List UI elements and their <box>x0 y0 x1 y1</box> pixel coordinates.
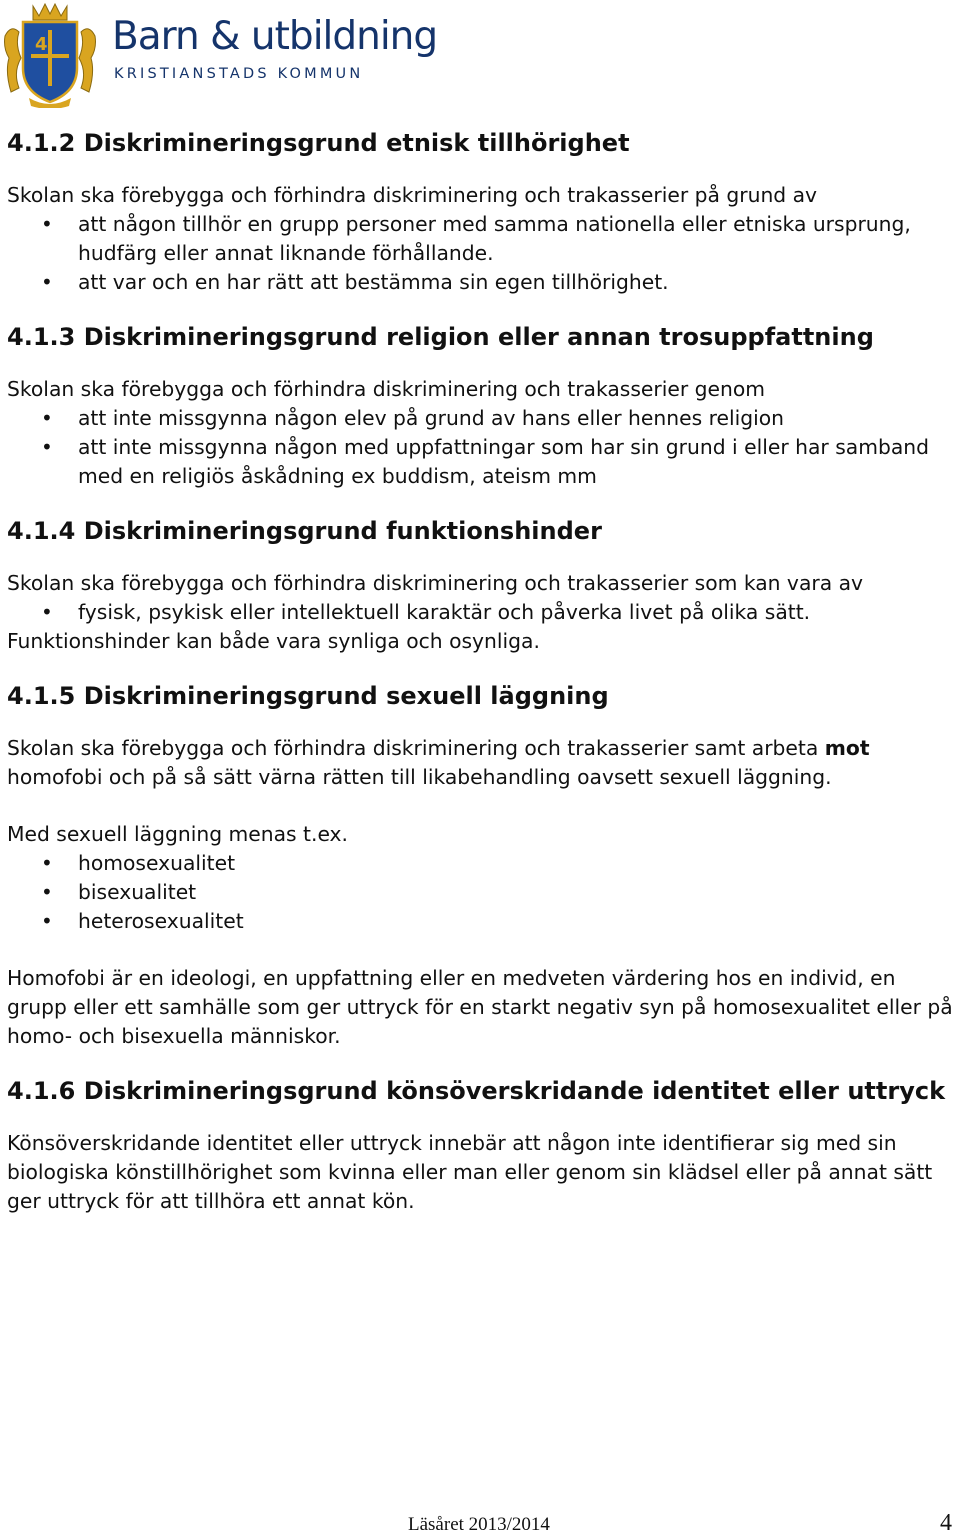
list-item <box>7 268 953 297</box>
bullet-icon: • <box>41 909 53 933</box>
brand-title: Barn & utbildning <box>112 14 438 59</box>
list-item-text: att någon tillhör en grupp personer med samma nationella eller etniska ursprung, hudfärg eller annat liknande förhållande. <box>78 212 911 265</box>
list-item-text: homosexualitet <box>78 851 236 875</box>
bullet-icon: • <box>41 880 53 904</box>
document-body <box>7 126 953 1216</box>
list-item <box>7 598 953 627</box>
list-item <box>7 849 953 878</box>
paragraph-text: homofobi och på så sätt värna rätten till likabehandling oavsett sexuell läggning. <box>7 765 832 789</box>
brand-subtitle: KRISTIANSTADS KOMMUN <box>114 66 364 82</box>
list-item-text: heterosexualitet <box>78 909 244 933</box>
list-item <box>7 433 953 491</box>
page-header <box>0 0 960 112</box>
paragraph: Med sexuell läggning menas t.ex. <box>7 822 349 846</box>
paragraph: Funktionshinder kan både vara synliga och osynliga. <box>7 629 540 653</box>
paragraph: Könsöverskridande identitet eller uttryck innebär att någon inte identifierar sig med sin biologiska könstillhörighet som kvinna eller man eller genom sin klädsel eller på annat sätt ger uttryck för att tillhöra ett annat kön. <box>7 1131 933 1213</box>
list-item <box>7 907 953 936</box>
page-number: 4 <box>940 1510 952 1536</box>
bold-word: mot <box>824 736 870 760</box>
bullet-icon: • <box>41 212 53 236</box>
svg-text:4: 4 <box>35 34 48 55</box>
section-heading: 4.1.4 Diskrimineringsgrund funktionshinder <box>7 517 602 545</box>
municipal-crest-logo <box>3 2 97 108</box>
paragraph: Homofobi är en ideologi, en uppfattning eller en medveten värdering hos en individ, en grupp eller ett samhälle som ger uttryck för en starkt negativ syn på homosexualitet eller på homo- och bisexuella människor. <box>7 966 953 1048</box>
paragraph: Skolan ska förebygga och förhindra diskriminering och trakasserier som kan vara av <box>7 571 864 595</box>
list-item-text: att var och en har rätt att bestämma sin egen tillhörighet. <box>78 270 669 294</box>
bullet-list <box>7 404 953 491</box>
section-heading: 4.1.2 Diskrimineringsgrund etnisk tillhörighet <box>7 129 630 157</box>
bullet-icon: • <box>41 406 53 430</box>
bullet-icon: • <box>41 435 53 459</box>
bullet-list <box>7 598 953 627</box>
bullet-list <box>7 849 953 936</box>
list-item <box>7 404 953 433</box>
list-item-text: att inte missgynna någon elev på grund av hans eller hennes religion <box>78 406 785 430</box>
bullet-icon: • <box>41 270 53 294</box>
list-item <box>7 878 953 907</box>
section-heading: 4.1.5 Diskrimineringsgrund sexuell läggning <box>7 682 609 710</box>
list-item-text: fysisk, psykisk eller intellektuell karaktär och påverka livet på olika sätt. <box>78 600 811 624</box>
bullet-icon: • <box>41 600 53 624</box>
bullet-icon: • <box>41 851 53 875</box>
footer-school-year: Läsåret 2013/2014 <box>408 1514 550 1535</box>
bullet-list <box>7 210 953 297</box>
paragraph: Skolan ska förebygga och förhindra diskriminering och trakasserier på grund av <box>7 183 818 207</box>
section-heading: 4.1.3 Diskrimineringsgrund religion eller annan trosuppfattning <box>7 323 874 351</box>
list-item <box>7 210 953 268</box>
list-item-text: att inte missgynna någon med uppfattningar som har sin grund i eller har samband med en religiös åskådning ex buddism, ateism mm <box>78 435 929 488</box>
paragraph <box>7 734 953 792</box>
list-item-text: bisexualitet <box>78 880 197 904</box>
paragraph-text: Skolan ska förebygga och förhindra diskriminering och trakasserier samt arbeta <box>7 736 825 760</box>
paragraph: Skolan ska förebygga och förhindra diskriminering och trakasserier genom <box>7 377 766 401</box>
section-heading: 4.1.6 Diskrimineringsgrund könsöverskridande identitet eller uttryck <box>7 1077 946 1105</box>
